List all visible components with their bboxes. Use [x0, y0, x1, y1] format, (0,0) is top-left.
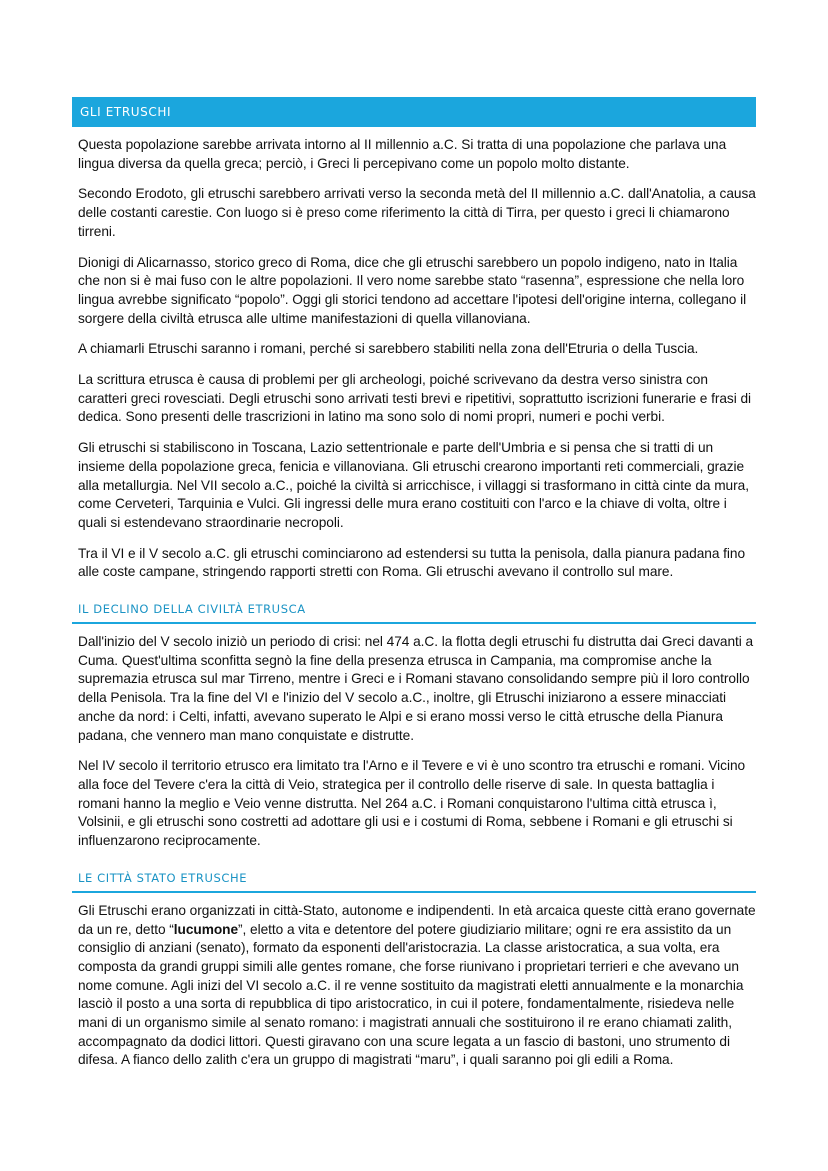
paragraph: Dall'inizio del V secolo iniziò un periodo di crisi: nel 474 a.C. la flotta degli etruschi fu distrutta dai Greci davanti a Cuma. Quest'ultima sconfitta segnò la fine della presenza etrusca in Campania, ma compromise anche la supremazia etrusca sul mar Tirreno, mentre i Greci e i Romani stavano consolidando sempre più il loro controllo della Penisola. Tra la fine del VI e l'inizio del V secolo a.C., inoltre, gli Etruschi iniziarono a essere minacciati anche da nord: i Celti, infatti, avevano superato le Alpi e si erano mossi verso le città etrusche della Pianura padana, che vennero man mano conquistate e distrutte. [78, 634, 754, 743]
paragraph-text-end: ”, eletto a vita e detentore del potere giudiziario militare; ogni re era assistito da un consiglio di anziani (senato), formato da esponenti dell'aristocrazia. La classe aristocratica, a sua volta, era composta da grandi gruppi simili alle gentes romane, che forse riunivano i proprietari terrieri e che avevano un nome comune. Agli inizi del VI secolo a.C. il re venne sostituito da magistrati eletti annualmente e la monarchia lasciò il posto a una sorta di repubblica di tipo aristocratico, in cui il potere, fondamentalmente, risiedeva nelle mani di un organismo simile al senato romano: i magistrati annuali che sostituirono il re erano chiamati zalith, accompagnato da dodici littori. Questi giravano con una scure legata a un fascio di bastoni, uno strumento di difesa. A fianco dello zalith c'era un gruppo di magistrati “maru”, i quali saranno poi gli edili a Roma. [78, 921, 744, 1068]
paragraph: Nel IV secolo il territorio etrusco era limitato tra l'Arno e il Tevere e vi è uno scontro tra etruschi e romani. Vicino alla foce del Tevere c'era la città di Veio, strategica per il controllo delle riserve di sale. In questa battaglia i romani hanno la meglio e Veio venne distrutta. Nel 264 a.C. i Romani conquistarono l'ultima città etrusca ì, Volsinii, e gli etruschi sono costretti ad adottare gli usi e i costumi di Roma, sebbene i Romani e gli etruschi si influenzarono reciprocamente. [78, 758, 746, 849]
section-heading-declino: IL DECLINO DELLA CIVILTÀ ETRUSCA [72, 601, 756, 624]
document-content [72, 97, 756, 1070]
paragraph-citta-stato [78, 902, 756, 1070]
paragraph: Dionigi di Alicarnasso, storico greco di Roma, dice che gli etruschi sarebbero un popolo indigeno, nato in Italia che non si è mai fuso con le altre popolazioni. Il vero nome sarebbe stato “rasenna”, espressione che nella loro lingua avrebbe significato “popolo”. Oggi gli storici tendono ad accettare l'ipotesi dell'origine interna, collegano il sorgere della civiltà etrusca alle ultime manifestazioni di quella villanoviana. [78, 254, 747, 326]
paragraph: Tra il VI e il V secolo a.C. gli etruschi cominciarono ad estendersi su tutta la penisola, dalla pianura padana fino alle coste campane, stringendo rapporti stretti con Roma. Gli etruschi avevano il controllo sul mare. [78, 545, 746, 580]
paragraph: Questa popolazione sarebbe arrivata intorno al II millennio a.C. Si tratta di una popolazione che parlava una lingua diversa da quella greca; perciò, i Greci li percepivano come un popolo molto distante. [78, 137, 727, 171]
paragraph: Secondo Erodoto, gli etruschi sarebbero arrivati verso la seconda metà del II millennio a.C. dall'Anatolia, a causa delle costanti carestie. Con luogo si è preso come riferimento la città di Tirra, per questo i greci li chiamarono tirreni. [78, 186, 756, 239]
paragraph: La scrittura etrusca è causa di problemi per gli archeologi, poiché scrivevano da destra verso sinistra con caratteri greci rovesciati. Degli etruschi sono arrivati testi brevi e ripetitivi, soprattutto iscrizioni funerarie e frasi di dedica. Sono presenti delle trascrizioni in latino ma sono solo di nomi propri, numeri e pochi verbi. [78, 372, 752, 425]
section-heading-gli-etruschi: GLI ETRUSCHI [72, 97, 756, 127]
bold-term-lucumone: lucumone [173, 921, 239, 937]
paragraph: Gli etruschi si stabiliscono in Toscana, Lazio settentrionale e parte dell'Umbria e si pensa che si tratti di un insieme della popolazione greca, fenicia e villanoviana. Gli etruschi crearono importanti reti commerciali, grazie alla metallurgia. Nel VII secolo a.C., poiché la civiltà si arricchisce, i villaggi si trasformano in città cinte da mura, come Cerveteri, Tarquinia e Vulci. Gli ingressi delle mura erano costituiti con l'arco e la chiave di volta, oltre i quali si estendevano straordinarie necropoli. [78, 440, 749, 530]
paragraph: A chiamarli Etruschi saranno i romani, perché si sarebbero stabiliti nella zona dell'Etruria o della Tuscia. [78, 341, 699, 357]
section-heading-citta-stato: LE CITTÀ STATO ETRUSCHE [72, 870, 756, 893]
paragraph-text-start: Gli Etruschi erano organizzati in città-Stato, autonome e indipendenti. In età arcaica queste città erano governate da un re, detto “ [78, 902, 756, 937]
